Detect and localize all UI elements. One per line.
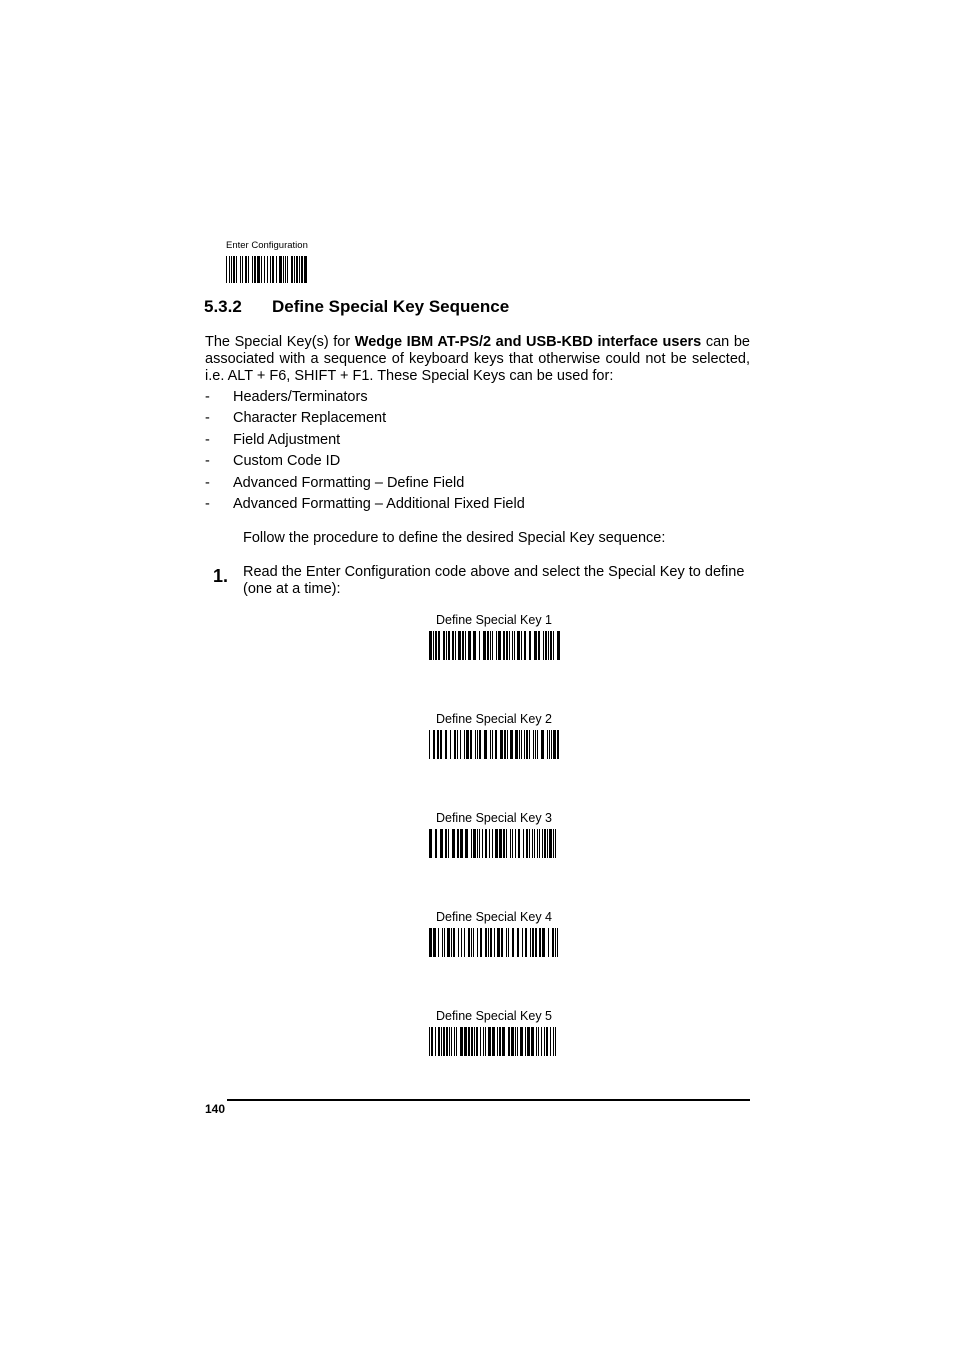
- barcode-bar: [484, 730, 487, 759]
- barcode-bar: [477, 730, 478, 759]
- barcode-bar: [462, 631, 464, 660]
- barcode-bar: [527, 1027, 530, 1056]
- barcode-bar: [233, 256, 235, 283]
- barcode-bar: [555, 829, 556, 858]
- bullet-dash: -: [205, 432, 210, 448]
- footer-rule: [227, 1099, 750, 1101]
- barcode-bar: [543, 631, 544, 660]
- barcode-bar: [501, 928, 503, 957]
- barcode-bar: [506, 631, 508, 660]
- barcode-bar: [473, 631, 476, 660]
- special-key-1-barcode[interactable]: [429, 631, 560, 660]
- special-key-1-label: Define Special Key 1: [435, 613, 553, 627]
- barcode-bar: [499, 1027, 501, 1056]
- enter-configuration-barcode[interactable]: [226, 256, 310, 283]
- barcode-bar: [461, 928, 462, 957]
- barcode-bar: [471, 829, 472, 858]
- barcode-bar: [457, 730, 458, 759]
- barcode-bar: [477, 928, 478, 957]
- barcode-bar: [535, 928, 537, 957]
- barcode-bar: [549, 730, 550, 759]
- barcode-bar: [532, 928, 534, 957]
- barcode-bar: [304, 256, 307, 283]
- intro-paragraph: [205, 334, 750, 385]
- special-key-3-barcode[interactable]: [429, 829, 560, 858]
- barcode-bar: [465, 631, 466, 660]
- barcode-bar: [460, 829, 463, 858]
- barcode-bar: [531, 1027, 534, 1056]
- barcode-bar: [476, 1027, 478, 1056]
- list-item-text: Character Replacement: [233, 410, 387, 426]
- barcode-bar: [497, 1027, 498, 1056]
- barcode-bar: [458, 631, 461, 660]
- barcode-bar: [236, 256, 237, 283]
- barcode-bar: [488, 928, 489, 957]
- barcode-bar: [442, 928, 443, 957]
- barcode-bar: [450, 730, 451, 759]
- barcode-bar: [438, 928, 439, 957]
- barcode-bar: [468, 631, 471, 660]
- barcode-bar: [546, 1027, 548, 1056]
- barcode-bar: [536, 1027, 537, 1056]
- barcode-bar: [542, 928, 545, 957]
- barcode-bar: [506, 829, 507, 858]
- barcode-bar: [454, 730, 456, 759]
- barcode-bar: [453, 928, 455, 957]
- barcode-bar: [456, 1027, 457, 1056]
- barcode-bar: [512, 928, 514, 957]
- barcode-bar: [544, 1027, 545, 1056]
- barcode-bar: [542, 829, 543, 858]
- barcode-bar: [534, 631, 537, 660]
- procedure-text: Follow the procedure to define the desired Special Key sequence:: [243, 530, 666, 546]
- step-text: Read the Enter Configuration code above and select the Special Key to define (one at a time):: [243, 564, 745, 597]
- barcode-bar: [283, 256, 284, 283]
- barcode-bar: [240, 256, 241, 283]
- barcode-bar: [535, 730, 536, 759]
- barcode-bar: [438, 1027, 440, 1056]
- barcode-bar: [557, 631, 560, 660]
- barcode-bar: [264, 256, 265, 283]
- enter-configuration-label: Enter Configuration: [226, 240, 308, 251]
- barcode-bar: [446, 631, 447, 660]
- section-heading: [204, 297, 509, 317]
- special-key-5-barcode[interactable]: [429, 1027, 560, 1056]
- intro-bold: Wedge IBM AT-PS/2 and USB-KBD interface users: [354, 334, 702, 350]
- barcode-bar: [483, 1027, 484, 1056]
- barcode-bar: [482, 829, 483, 858]
- barcode-bar: [448, 631, 450, 660]
- barcode-bar: [537, 730, 538, 759]
- barcode-bar: [525, 928, 527, 957]
- barcode-bar: [553, 829, 554, 858]
- barcode-bar: [524, 631, 526, 660]
- barcode-bar: [431, 1027, 433, 1056]
- barcode-bar: [525, 1027, 526, 1056]
- barcode-bar: [548, 928, 549, 957]
- barcode-bar: [508, 1027, 510, 1056]
- barcode-bar: [444, 928, 445, 957]
- barcode-bar: [497, 928, 500, 957]
- list-item-text: Advanced Formatting – Additional Fixed Field: [233, 496, 525, 512]
- list-item-text: Field Adjustment: [233, 432, 341, 448]
- barcode-bar: [520, 1027, 523, 1056]
- barcode-bar: [464, 1027, 467, 1056]
- barcode-bar: [550, 1027, 551, 1056]
- special-key-3-label: Define Special Key 3: [435, 811, 553, 825]
- barcode-bar: [553, 1027, 554, 1056]
- barcode-bar: [524, 730, 525, 759]
- barcode-bar: [490, 631, 491, 660]
- barcode-bar: [557, 730, 559, 759]
- barcode-bar: [495, 829, 498, 858]
- barcode-bar: [489, 829, 490, 858]
- special-key-5-label: Define Special Key 5: [435, 1009, 553, 1023]
- barcode-bar: [503, 631, 505, 660]
- barcode-bar: [521, 631, 522, 660]
- barcode-bar: [445, 829, 447, 858]
- barcode-bar: [507, 730, 508, 759]
- section-number: 5.3.2: [204, 297, 242, 316]
- barcode-bar: [498, 631, 501, 660]
- barcode-bar: [518, 829, 520, 858]
- barcode-bar: [506, 928, 507, 957]
- barcode-bar: [429, 730, 430, 759]
- barcode-bar: [449, 1027, 450, 1056]
- barcode-bar: [452, 829, 455, 858]
- barcode-bar: [440, 829, 443, 858]
- list-item-text: Custom Code ID: [233, 453, 341, 469]
- barcode-bar: [279, 256, 282, 283]
- step-number: 1.: [213, 566, 229, 586]
- barcode-bar: [521, 730, 522, 759]
- barcode-bar: [549, 829, 552, 858]
- barcode-bar: [530, 928, 531, 957]
- barcode-bar: [294, 256, 295, 283]
- section-title: Define Special Key Sequence: [272, 297, 510, 316]
- barcode-bar: [460, 1027, 463, 1056]
- barcode-bar: [504, 730, 506, 759]
- barcode-bar: [490, 730, 491, 759]
- barcode-bar: [509, 631, 510, 660]
- barcode-bar: [539, 829, 540, 858]
- barcode-bar: [429, 829, 432, 858]
- barcode-bar: [468, 1027, 470, 1056]
- barcode-bar: [429, 631, 432, 660]
- barcode-bar: [553, 730, 556, 759]
- barcode-bar: [547, 730, 548, 759]
- barcode-bar: [502, 1027, 505, 1056]
- barcode-bar: [510, 829, 511, 858]
- barcode-bar: [445, 730, 447, 759]
- barcode-bar: [490, 928, 492, 957]
- barcode-bar: [526, 730, 528, 759]
- barcode-bar: [512, 631, 513, 660]
- bullet-dash: -: [205, 410, 210, 426]
- barcode-bar: [545, 631, 547, 660]
- barcode-bar: [533, 730, 534, 759]
- barcode-bar: [480, 1027, 481, 1056]
- barcode-bar: [471, 1027, 473, 1056]
- barcode-bar: [458, 928, 459, 957]
- intro-prefix: The Special Key(s) for: [205, 334, 355, 350]
- barcode-bar: [534, 829, 535, 858]
- barcode-bar: [548, 631, 549, 660]
- barcode-bar: [433, 631, 434, 660]
- barcode-bar: [435, 829, 437, 858]
- barcode-bar: [538, 631, 540, 660]
- barcode-bar: [547, 829, 548, 858]
- barcode-bar: [438, 631, 440, 660]
- barcode-bar: [517, 928, 519, 957]
- barcode-bar: [257, 256, 260, 283]
- barcode-bar: [499, 829, 502, 858]
- barcode-bar: [541, 1027, 542, 1056]
- barcode-bar: [451, 1027, 452, 1056]
- barcode-bar: [470, 730, 472, 759]
- barcode-bar: [519, 730, 520, 759]
- barcode-bar: [494, 928, 495, 957]
- barcode-bar: [466, 730, 469, 759]
- barcode-bar: [487, 631, 489, 660]
- barcode-bar: [537, 829, 538, 858]
- barcode-bar: [517, 1027, 518, 1056]
- barcode-bar: [508, 928, 509, 957]
- barcode-bar: [248, 256, 249, 283]
- barcode-bar: [435, 1027, 436, 1056]
- barcode-bar: [474, 1027, 475, 1056]
- barcode-bar: [435, 631, 437, 660]
- barcode-bar: [464, 928, 465, 957]
- barcode-bar: [429, 928, 432, 957]
- barcode-bar: [443, 631, 445, 660]
- barcode-bar: [267, 256, 268, 283]
- barcode-bar: [276, 256, 277, 283]
- barcode-bar: [471, 928, 472, 957]
- barcode-bar: [433, 928, 436, 957]
- barcode-bar: [515, 730, 518, 759]
- special-key-4-barcode[interactable]: [429, 928, 560, 957]
- barcode-bar: [523, 829, 524, 858]
- barcode-bar: [541, 730, 544, 759]
- barcode-bar: [550, 631, 552, 660]
- barcode-bar: [515, 829, 516, 858]
- barcode-bar: [245, 256, 247, 283]
- barcode-bar: [452, 631, 454, 660]
- barcode-bar: [522, 928, 523, 957]
- barcode-bar: [441, 1027, 442, 1056]
- barcode-bar: [475, 730, 476, 759]
- barcode-bar: [272, 256, 274, 283]
- list-item-text: Advanced Formatting – Define Field: [233, 475, 465, 491]
- barcode-bar: [429, 1027, 430, 1056]
- barcode-bar: [544, 829, 546, 858]
- barcode-bar: [299, 256, 300, 283]
- barcode-bar: [437, 730, 439, 759]
- barcode-bar: [296, 256, 298, 283]
- barcode-bar: [231, 256, 232, 283]
- barcode-bar: [479, 730, 481, 759]
- bullet-dash: -: [205, 496, 210, 512]
- barcode-bar: [468, 928, 470, 957]
- special-key-2-label: Define Special Key 2: [435, 712, 553, 726]
- barcode-bar: [514, 631, 515, 660]
- barcode-bar: [261, 256, 262, 283]
- barcode-bar: [242, 256, 243, 283]
- barcode-bar: [553, 631, 554, 660]
- special-key-2-barcode[interactable]: [429, 730, 560, 759]
- barcode-bar: [539, 928, 541, 957]
- barcode-bar: [477, 829, 478, 858]
- barcode-bar: [492, 829, 493, 858]
- barcode-bar: [447, 928, 450, 957]
- barcode-bar: [483, 631, 486, 660]
- barcode-bar: [555, 928, 556, 957]
- barcode-bar: [433, 730, 435, 759]
- barcode-bar: [460, 730, 461, 759]
- special-key-4-label: Define Special Key 4: [435, 910, 553, 924]
- barcode-bar: [254, 256, 256, 283]
- barcode-bar: [529, 631, 531, 660]
- barcode-bar: [552, 928, 554, 957]
- barcode-bar: [473, 829, 476, 858]
- barcode-bar: [454, 1027, 455, 1056]
- barcode-bar: [485, 829, 487, 858]
- barcode-bar: [555, 1027, 556, 1056]
- barcode-bar: [495, 730, 497, 759]
- barcode-bar: [448, 829, 449, 858]
- barcode-bar: [496, 631, 497, 660]
- barcode-bar: [485, 928, 487, 957]
- barcode-bar: [492, 631, 493, 660]
- barcode-bar: [517, 631, 520, 660]
- bullet-dash: -: [205, 475, 210, 491]
- barcode-bar: [446, 1027, 448, 1056]
- barcode-bar: [480, 928, 482, 957]
- barcode-bar: [529, 730, 530, 759]
- barcode-bar: [455, 631, 456, 660]
- barcode-bar: [492, 730, 493, 759]
- barcode-bar: [443, 1027, 445, 1056]
- barcode-bar: [291, 256, 293, 283]
- barcode-bar: [511, 1027, 514, 1056]
- page-number: 140: [205, 1102, 226, 1116]
- barcode-bar: [479, 829, 480, 858]
- barcode-bar: [538, 1027, 539, 1056]
- barcode-bar: [479, 631, 480, 660]
- list-item-text: Headers/Terminators: [233, 389, 368, 405]
- barcode-bar: [526, 829, 528, 858]
- barcode-bar: [287, 256, 288, 283]
- barcode-bar: [515, 1027, 516, 1056]
- bullet-dash: -: [205, 453, 210, 469]
- barcode-bar: [485, 1027, 486, 1056]
- barcode-bar: [488, 1027, 491, 1056]
- barcode-bar: [529, 829, 530, 858]
- barcode-bar: [270, 256, 271, 283]
- barcode-bar: [510, 730, 513, 759]
- barcode-bar: [500, 730, 503, 759]
- barcode-bar: [226, 256, 227, 283]
- barcode-bar: [285, 256, 286, 283]
- barcode-bar: [457, 829, 459, 858]
- barcode-bar: [464, 730, 465, 759]
- barcode-bar: [451, 928, 452, 957]
- barcode-bar: [465, 829, 468, 858]
- barcode-bar: [492, 1027, 495, 1056]
- barcode-bar: [512, 829, 513, 858]
- bullet-dash: -: [205, 389, 210, 405]
- barcode-bar: [551, 730, 552, 759]
- barcode-bar: [229, 256, 230, 283]
- barcode-bar: [440, 730, 442, 759]
- barcode-bar: [301, 256, 303, 283]
- barcode-bar: [252, 256, 253, 283]
- barcode-bar: [532, 829, 533, 858]
- barcode-bar: [503, 829, 505, 858]
- barcode-bar: [557, 928, 558, 957]
- barcode-bar: [473, 928, 474, 957]
- intro-suffix: can be associated with a sequence of keyboard keys that otherwise could not be selected, i.e. ALT + F6, SHIFT + F1. These Special Keys can be used for:: [205, 334, 750, 384]
